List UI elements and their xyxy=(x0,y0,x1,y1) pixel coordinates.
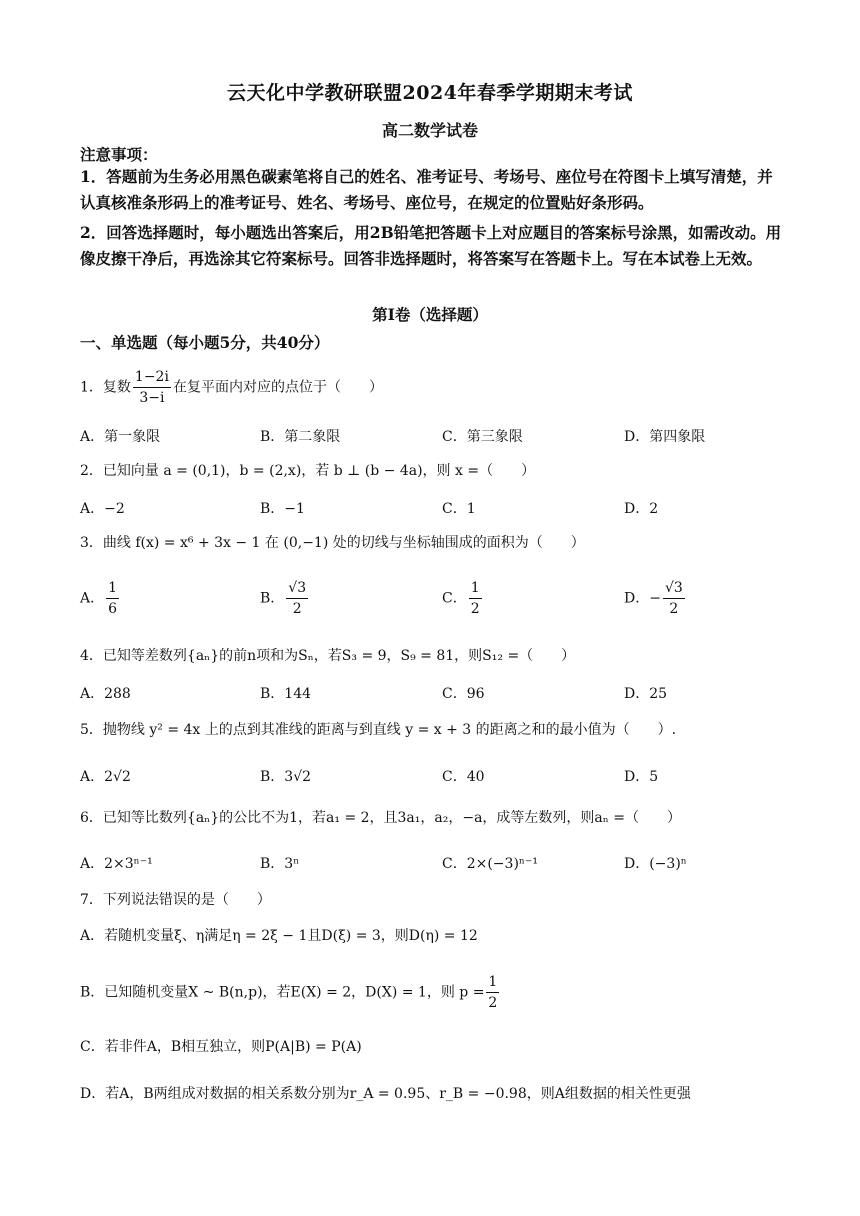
question-5: 5．抛物线 y² = 4x 上的点到其准线的距离与到直线 y = x + 3 的距离之和的最小值为（ ）. xyxy=(80,722,677,738)
q3-a-denominator: 6 xyxy=(108,601,118,617)
q6-option-d: D．(−3)ⁿ xyxy=(624,856,687,872)
q5-option-d: D．5 xyxy=(624,769,659,785)
q3-b-numerator: √3 xyxy=(286,578,308,599)
exam-subtitle: 高二数学试卷 xyxy=(381,121,478,140)
q6-option-a: A．2×3ⁿ⁻¹ xyxy=(80,856,153,872)
q3-c-label: C． xyxy=(442,590,467,607)
q1-numerator: 1−2i xyxy=(133,367,171,388)
q3-c-denominator: 2 xyxy=(470,601,480,617)
question-6: 6．已知等比数列{aₙ}的公比不为1，若a₁ = 2，且3a₁，a₂，−a，成等左数列，则aₙ =（ ） xyxy=(80,810,682,826)
notice-heading: 注意事项： xyxy=(80,145,158,164)
q1-option-c: C．第三象限 xyxy=(442,429,523,445)
q1-prefix: 1．复数 xyxy=(80,379,131,396)
part-title: 一、单选题（每小题5分，共40分） xyxy=(80,333,330,352)
question-3: 3．曲线 f(x) = x⁶ + 3x − 1 在 (0,−1) 处的切线与坐标轴围成的面积为（ ） xyxy=(80,535,585,551)
section-title: 第Ⅰ卷（选择题） xyxy=(372,305,488,324)
notice-item-1: 1．答题前为生务必用黑色碳素笔将自己的姓名、准考证号、考场号、座位号在符图卡上填写清楚，并认真核准条形码上的准考证号、姓名、考场号、座位号，在规定的位置贴好条形码。 xyxy=(80,167,773,212)
q1-suffix: 在复平面内对应的点位于（ ） xyxy=(172,379,383,396)
q1-option-a: A．第一象限 xyxy=(80,429,161,445)
q3-option-a xyxy=(80,578,121,619)
q2-option-c: C．1 xyxy=(442,501,476,517)
q7-b-denominator: 2 xyxy=(488,995,498,1011)
q6-option-b: B．3ⁿ xyxy=(260,856,300,872)
q3-a-fraction xyxy=(106,578,119,619)
q5-option-b: B．3√2 xyxy=(260,769,312,785)
question-2: 2．已知向量 a = (0,1)，b = (2,x)，若 b ⊥ (b − 4a)，则 x =（ ） xyxy=(80,463,536,479)
q3-b-fraction xyxy=(286,578,308,619)
question-4: 4．已知等差数列{aₙ}的前n项和为Sₙ，若S₃ = 9，S₉ = 81，则S₁₂ =（ ） xyxy=(80,648,576,664)
q3-a-numerator: 1 xyxy=(106,578,119,599)
q3-c-numerator: 1 xyxy=(469,578,482,599)
q7-b-fraction xyxy=(486,972,499,1013)
q7-option-a: A．若随机变量ξ、η满足η = 2ξ − 1且D(ξ) = 3，则D(η) = 12 xyxy=(80,928,478,944)
q3-d-denominator: 2 xyxy=(669,601,679,617)
q4-option-d: D．25 xyxy=(624,686,668,702)
q3-option-d xyxy=(624,578,687,619)
q3-d-label: D．− xyxy=(624,590,661,607)
q1-option-b: B．第二象限 xyxy=(260,429,341,445)
q3-a-label: A． xyxy=(80,590,105,607)
q7-b-text: B．已知随机变量X ~ B(n,p)，若E(X) = 2，D(X) = 1，则 p = xyxy=(80,984,485,1001)
q2-option-a: A．−2 xyxy=(80,501,125,517)
q3-b-label: B． xyxy=(260,590,285,607)
q3-b-denominator: 2 xyxy=(292,601,302,617)
q5-option-c: C．40 xyxy=(442,769,485,785)
q3-option-c xyxy=(442,578,484,619)
q3-d-fraction xyxy=(663,578,685,619)
q2-option-d: D．2 xyxy=(624,501,659,517)
q1-fraction xyxy=(133,367,171,408)
q6-option-c: C．2×(−3)ⁿ⁻¹ xyxy=(442,856,538,872)
q7-option-c: C．若非件A，B相互独立，则P(A|B) = P(A) xyxy=(80,1039,362,1055)
q2-option-b: B．−1 xyxy=(260,501,305,517)
question-1 xyxy=(80,367,383,408)
q7-b-numerator: 1 xyxy=(486,972,499,993)
q1-denominator: 3−i xyxy=(139,390,165,406)
q3-d-numerator: √3 xyxy=(663,578,685,599)
notice-item-2: 2．回答选择题时，每小题选出答案后，用2B铅笔把答题卡上对应题目的答案标号涂黑，如需改动。用像皮擦干净后，再选涂其它符案标号。回答非选择题时，将答案写在答题卡上。写在本试卷上无效。 xyxy=(80,223,782,268)
q1-option-d: D．第四象限 xyxy=(624,429,706,445)
q3-c-fraction xyxy=(469,578,482,619)
question-7: 7．下列说法错误的是（ ） xyxy=(80,892,271,908)
q7-option-b xyxy=(80,972,501,1013)
q3-option-b xyxy=(260,578,310,619)
q7-option-d: D．若A，B两组成对数据的相关系数分别为r_A = 0.95、r_B = −0.98，则A组数据的相关性更强 xyxy=(80,1086,691,1102)
q4-option-a: A．288 xyxy=(80,686,131,702)
q4-option-c: C．96 xyxy=(442,686,485,702)
exam-title: 云天化中学教研联盟2024年春季学期期末考试 xyxy=(227,82,633,104)
q4-option-b: B．144 xyxy=(260,686,312,702)
q5-option-a: A．2√2 xyxy=(80,769,131,785)
